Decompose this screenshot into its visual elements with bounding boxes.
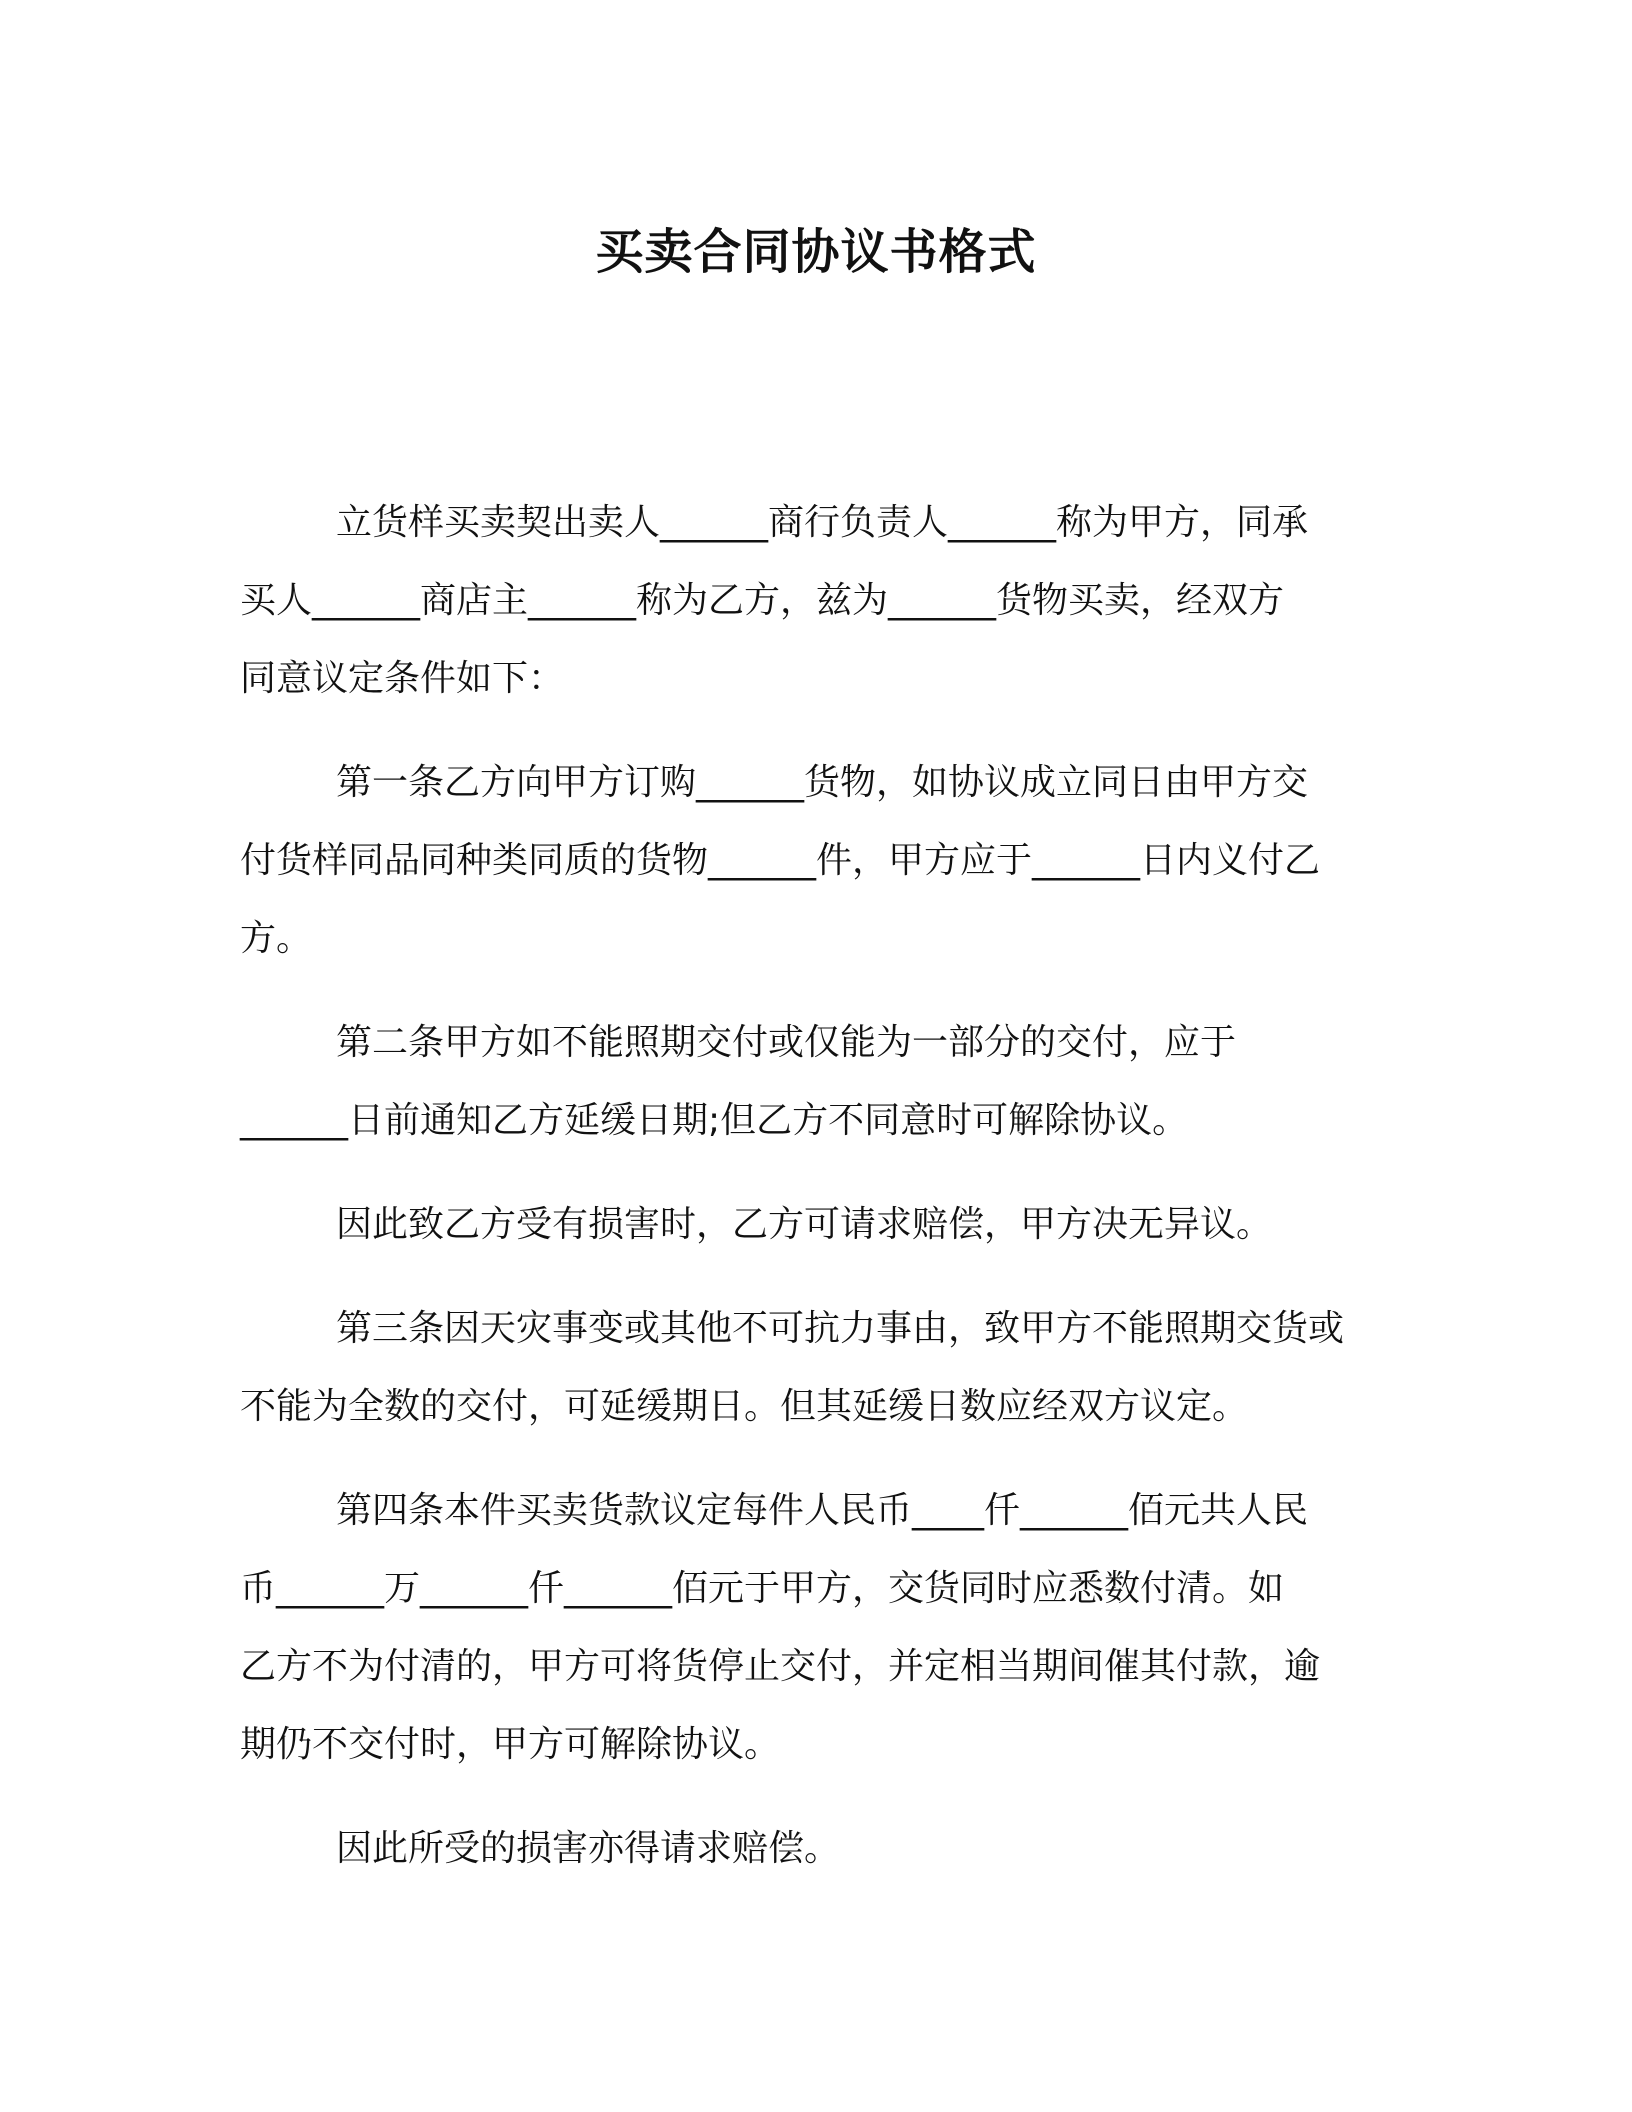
paragraph-line: 不能为全数的交付，可延缓期日。但其延缓日数应经双方议定。	[240, 1386, 1249, 1427]
paragraph-line: 第四条本件买卖货款议定每件人民币____仟______佰元共人民	[336, 1490, 1309, 1531]
paragraph-line: 第三条因天灾事变或其他不可抗力事由，致甲方不能照期交货或	[336, 1308, 1345, 1349]
paragraph-line: 付货样同品同种类同质的货物______件，甲方应于______日内义付乙	[240, 840, 1321, 881]
document-body	[240, 484, 1390, 1914]
paragraph-line: 期仍不交付时，甲方可解除协议。	[240, 1724, 781, 1765]
paragraph-line: 币______万______仟______佰元于甲方，交货同时应悉数付清。如	[240, 1568, 1285, 1609]
paragraph-preamble	[240, 484, 1390, 718]
paragraph-article-3	[240, 1290, 1390, 1446]
paragraph-article-1	[240, 744, 1390, 978]
paragraph-article-4	[240, 1472, 1390, 1784]
paragraph-line: 乙方不为付清的，甲方可将货停止交付，并定相当期间催其付款，逾	[240, 1646, 1321, 1687]
paragraph-line: 第一条乙方向甲方订购______货物，如协议成立同日由甲方交	[336, 762, 1309, 803]
paragraph-article-4-damages	[240, 1810, 1390, 1888]
paragraph-line: 买人______商店主______称为乙方，兹为______货物买卖，经双方	[240, 580, 1285, 621]
paragraph-line: 因此致乙方受有损害时，乙方可请求赔偿，甲方决无异议。	[336, 1204, 1273, 1245]
paragraph-line: ______日前通知乙方延缓日期;但乙方不同意时可解除协议。	[240, 1100, 1189, 1141]
paragraph-line: 因此所受的损害亦得请求赔偿。	[336, 1828, 841, 1869]
paragraph-article-2	[240, 1004, 1390, 1160]
document-title: 买卖合同协议书格式	[595, 224, 1037, 280]
paragraph-line: 同意议定条件如下：	[240, 658, 565, 699]
paragraph-line: 方。	[240, 918, 313, 959]
paragraph-line: 第二条甲方如不能照期交付或仅能为一部分的交付，应于	[336, 1022, 1237, 1063]
paragraph-line: 立货样买卖契出卖人______商行负责人______称为甲方，同承	[336, 502, 1309, 543]
paragraph-article-2-damages	[240, 1186, 1390, 1264]
